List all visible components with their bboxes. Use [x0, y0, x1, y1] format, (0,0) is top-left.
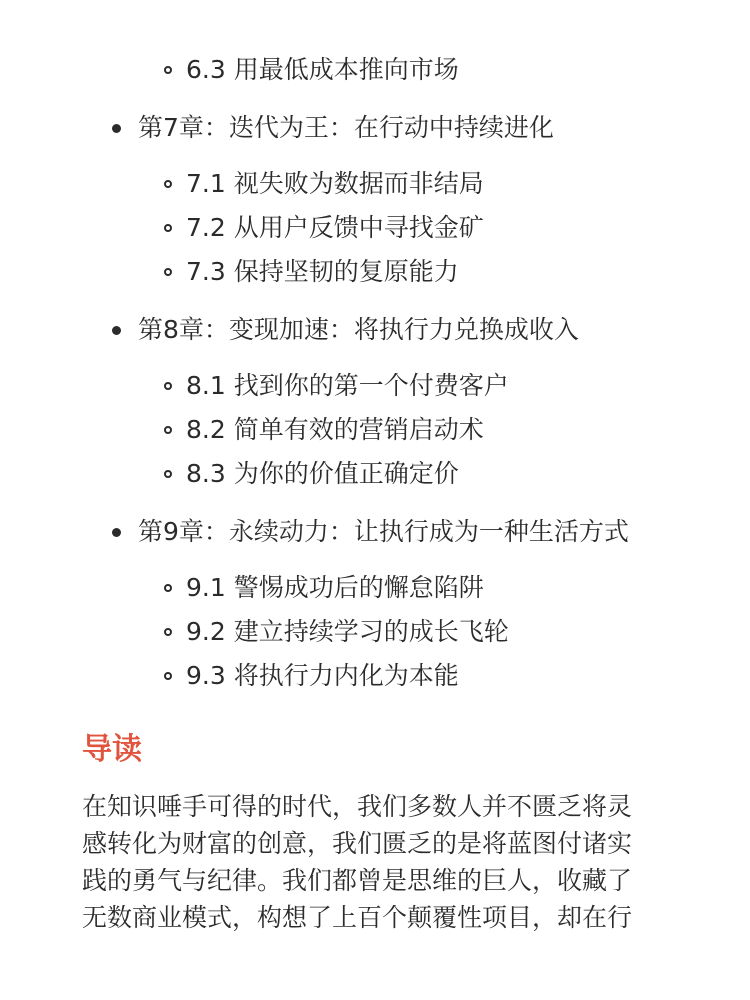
- filled-bullet-icon: [112, 326, 121, 335]
- paragraph-line: 在知识唾手可得的时代，我们多数人并不匮乏将灵: [82, 792, 633, 821]
- toc-item-9-3: [164, 658, 459, 694]
- hollow-bullet-icon: [164, 628, 172, 636]
- hollow-bullet-icon: [164, 426, 172, 434]
- toc-item-label: 8.3 为你的价值正确定价: [186, 459, 459, 488]
- toc-item-7-1: [164, 166, 484, 202]
- intro-heading: 导读: [82, 732, 142, 767]
- hollow-bullet-icon: [164, 66, 172, 74]
- toc-item-label: 9.3 将执行力内化为本能: [186, 661, 459, 690]
- toc-item-label: 8.1 找到你的第一个付费客户: [186, 371, 509, 400]
- hollow-bullet-icon: [164, 584, 172, 592]
- hollow-bullet-icon: [164, 382, 172, 390]
- toc-item-9-1: [164, 570, 484, 606]
- filled-bullet-icon: [112, 124, 121, 133]
- filled-bullet-icon: [112, 528, 121, 537]
- intro-paragraph: [82, 788, 682, 936]
- toc-item-label: 6.3 用最低成本推向市场: [186, 55, 459, 84]
- toc-chapter-9: [112, 514, 629, 550]
- toc-item-label: 9.2 建立持续学习的成长飞轮: [186, 617, 509, 646]
- toc-chapter-label: 第9章：永续动力：让执行成为一种生活方式: [138, 517, 629, 546]
- toc-item-8-2: [164, 412, 484, 448]
- hollow-bullet-icon: [164, 180, 172, 188]
- toc-item-9-2: [164, 614, 509, 650]
- toc-item-8-3: [164, 456, 459, 492]
- toc-item-label: 7.3 保持坚韧的复原能力: [186, 257, 459, 286]
- paragraph-line: 无数商业模式，构想了上百个颠覆性项目，却在行: [82, 903, 633, 932]
- toc-item-label: 7.2 从用户反馈中寻找金矿: [186, 213, 484, 242]
- toc-item-label: 9.1 警惕成功后的懈怠陷阱: [186, 573, 484, 602]
- toc-chapter-7: [112, 110, 554, 146]
- toc-chapter-label: 第8章：变现加速：将执行力兑换成收入: [138, 315, 579, 344]
- toc-item-label: 8.2 简单有效的营销启动术: [186, 415, 484, 444]
- hollow-bullet-icon: [164, 470, 172, 478]
- toc-item-6-3: [164, 52, 459, 88]
- hollow-bullet-icon: [164, 268, 172, 276]
- toc-chapter-label: 第7章：迭代为王：在行动中持续进化: [138, 113, 554, 142]
- toc-item-7-3: [164, 254, 459, 290]
- paragraph-line: 践的勇气与纪律。我们都曾是思维的巨人，收藏了: [82, 866, 633, 895]
- toc-item-7-2: [164, 210, 484, 246]
- toc-item-8-1: [164, 368, 509, 404]
- toc-chapter-8: [112, 312, 579, 348]
- toc-item-label: 7.1 视失败为数据而非结局: [186, 169, 484, 198]
- hollow-bullet-icon: [164, 672, 172, 680]
- paragraph-line: 感转化为财富的创意，我们匮乏的是将蓝图付诸实: [82, 829, 633, 858]
- hollow-bullet-icon: [164, 224, 172, 232]
